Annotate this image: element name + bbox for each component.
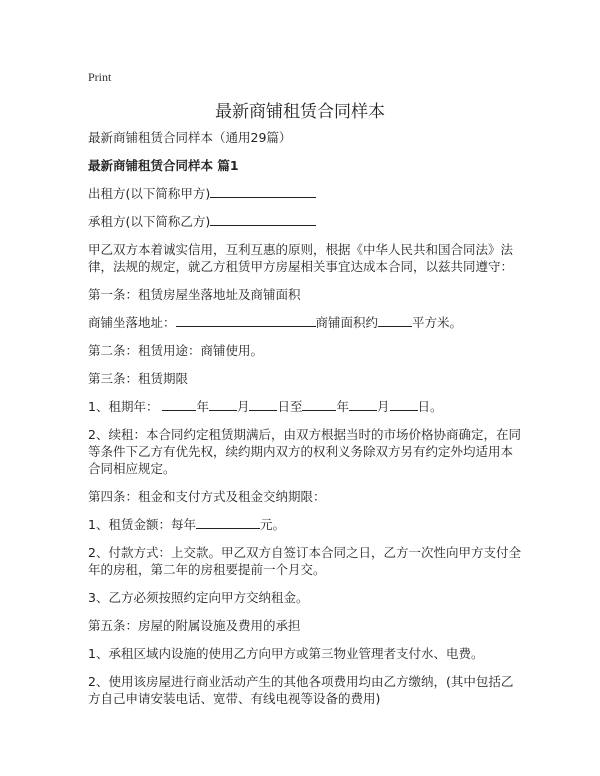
subtitle: 最新商铺租赁合同样本（通用29篇） [88, 130, 292, 145]
blank [390, 398, 418, 411]
year-label: 年 [336, 399, 349, 414]
blank [249, 398, 277, 411]
article-5: 第五条：房屋的附属设施及费用的承担 [88, 618, 301, 633]
address-line [88, 314, 524, 331]
document-title: 最新商铺租赁合同样本 [215, 102, 385, 122]
article-3: 第三条：租赁期限 [88, 371, 189, 386]
article-1: 第一条：租赁房屋坐落地址及商铺面积 [88, 287, 301, 302]
blank [349, 398, 377, 411]
fees-clause-1: 1、承租区域内设施的使用乙方向甲方或第三物业管理者支付水、电费。 [88, 646, 484, 661]
lessor-blank [210, 185, 316, 198]
blank [162, 398, 196, 411]
print-link[interactable]: Print [88, 70, 112, 84]
blank [302, 398, 336, 411]
lessee-line [88, 213, 524, 230]
rent-unit: 元。 [259, 517, 285, 532]
year-label: 年 [196, 399, 209, 414]
rent-line [88, 516, 524, 533]
lessee-label: 承租方(以下简称乙方) [88, 214, 211, 229]
area-blank [378, 314, 412, 327]
renewal-clause: 2、续租：本合同约定租赁期满后，由双方根据当时的市场价格协商确定，在同等条件下乙方有优先权，续约期内双方的权利义务除双方另有约定外均适用本合同相应规定。 [88, 427, 521, 476]
area-label: 商铺面积约 [315, 315, 379, 330]
lessor-line [88, 185, 524, 202]
day-to-label: 日至 [277, 399, 303, 414]
payment-clause: 2、付款方式：上交款。甲乙双方自签订本合同之日，乙方一次性向甲方支付全年的房租，第二年的房租要提前一个月交。 [88, 545, 521, 577]
address-label: 商铺坐落地址： [88, 315, 176, 330]
section-heading: 最新商铺租赁合同样本 篇1 [88, 158, 239, 173]
lessee-blank [210, 213, 316, 226]
address-blank [176, 314, 316, 327]
payment-rule: 3、乙方必须按照约定向甲方交纳租金。 [88, 590, 309, 605]
rent-blank [196, 516, 260, 529]
term-line [88, 398, 524, 415]
lessor-label: 出租方(以下简称甲方) [88, 186, 211, 201]
term-label: 1、租期年： [88, 399, 159, 414]
rent-label: 1、租赁金额：每年 [88, 517, 196, 532]
area-unit: 平方米。 [412, 315, 463, 330]
day-end-label: 日。 [417, 399, 443, 414]
fees-clause-2: 2、使用该房屋进行商业活动产生的其他各项费用均由乙方缴纳，(其中包括乙方自己申请安装电话、宽带、有线电视等设备的费用) [88, 674, 514, 706]
article-2: 第二条：租赁用途：商铺使用。 [88, 343, 264, 358]
preamble: 甲乙双方本着诚实信用，互利互惠的原则，根据《中华人民共和国合同法》法律，法规的规定，就乙方租赁甲方房屋相关事宜达成本合同，以兹共同遵守： [88, 242, 514, 274]
month-label: 月 [236, 399, 250, 414]
document-body [88, 129, 524, 718]
article-4: 第四条：租金和支付方式及租金交纳期限： [88, 489, 326, 504]
blank [209, 398, 237, 411]
month-label: 月 [377, 399, 390, 414]
